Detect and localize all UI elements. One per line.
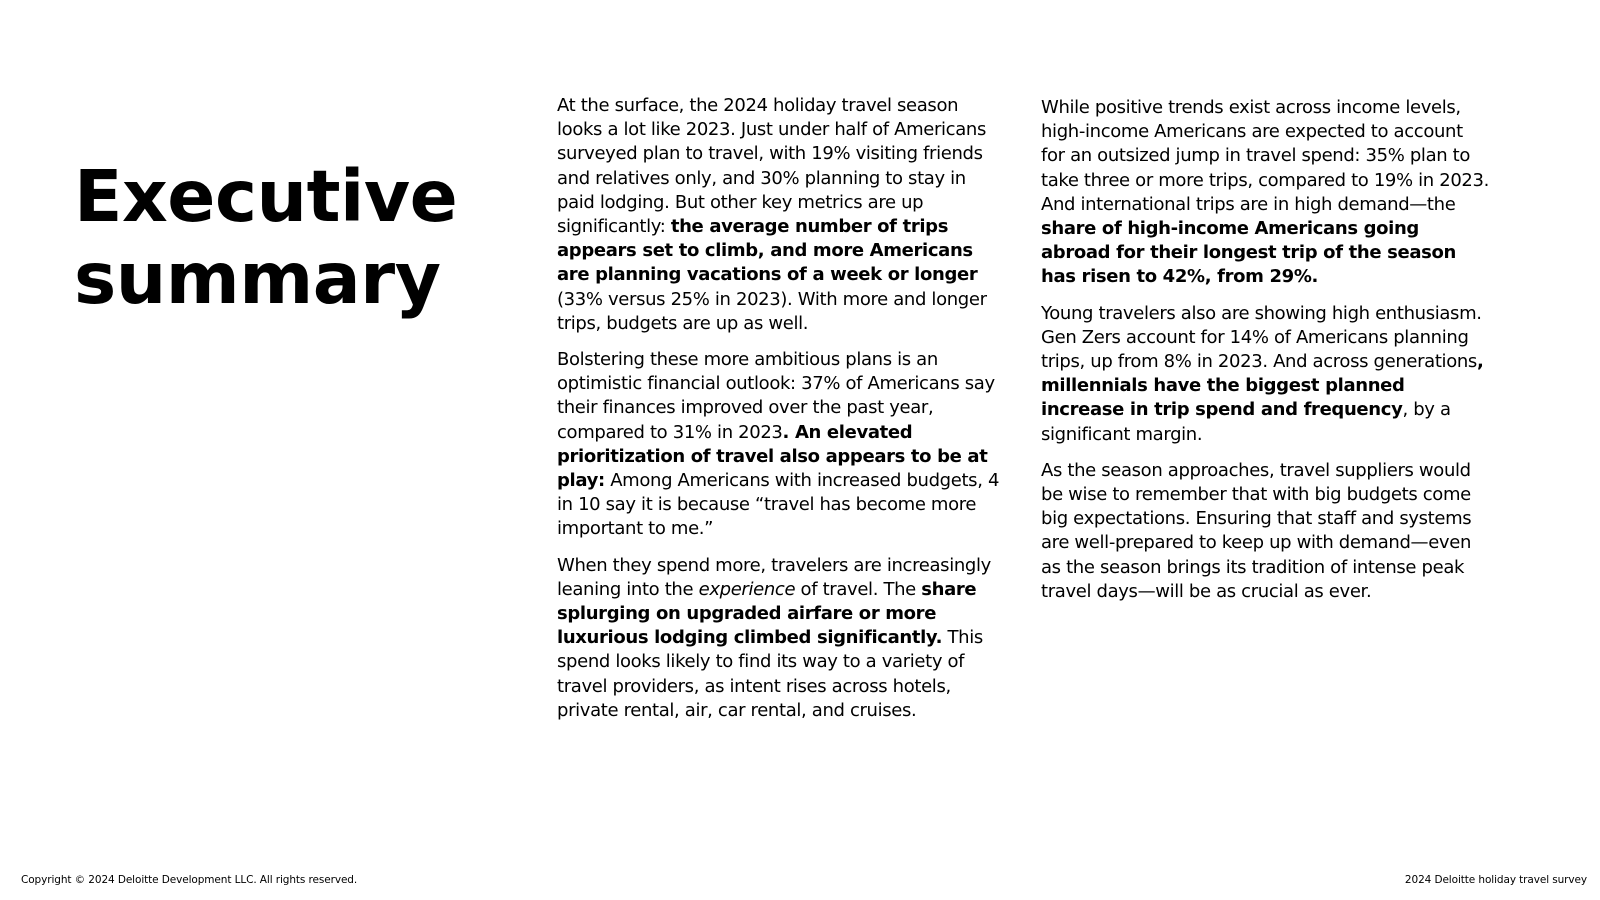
- paragraph-text: of travel. The: [795, 578, 922, 600]
- paragraph-text: This spend looks likely to find its way to a variety of travel providers, as intent rises across hotels, private rental, air, car rental, and cruises.: [557, 627, 983, 721]
- paragraph-bold-text: . An elevated prioritization of travel also appears to be at play:: [557, 421, 988, 492]
- paragraph-text: While positive trends exist across income levels, high-income Americans are expected to account for an outsized jump in travel spend: 35% plan to take three or more trips, compared to 19% in 2023. And international trips are in high demand—the: [1041, 97, 1490, 215]
- paragraph-text: At the surface, the 2024 holiday travel season looks a lot like 2023. Just under half of Americans surveyed plan to travel, with 19% visiting friends and relatives only, and 30% planning to stay in paid lodging. But other key metrics are up significantly:: [557, 95, 986, 238]
- paragraph-bold-text: the average number of trips appears set to climb, and more Americans are planning vacations of a week or longer: [557, 216, 978, 286]
- paragraph-italic-text: experience: [698, 578, 796, 600]
- footer-copyright: Copyright © 2024 Deloitte Development LLC. All rights reserved.: [21, 874, 358, 886]
- paragraph-text: (33% versus 25% in 2023). With more and longer trips, budgets are up as well.: [557, 288, 987, 334]
- page-title-line-2: summary: [74, 237, 441, 320]
- paragraph-bold-text: , millennials have the biggest planned increase in trip spend and frequency: [1041, 351, 1484, 421]
- paragraph-financial-outlook: [557, 348, 1005, 542]
- paragraph-travel-experience: [557, 554, 1005, 723]
- text-column-right: [1041, 96, 1489, 616]
- paragraph-text: Bolstering these more ambitious plans is an optimistic financial outlook: 37% of Americans say their finances improved over the past year, compared to 31% in 2023: [557, 349, 995, 443]
- paragraph-supplier-advice: [1041, 459, 1489, 604]
- footer-report-name: 2024 Deloitte holiday travel survey: [1404, 874, 1587, 886]
- paragraph-high-income-travel: [1041, 96, 1489, 290]
- paragraph-bold-text: share splurging on upgraded airfare or more luxurious lodging climbed significantly.: [557, 578, 977, 649]
- paragraph-travel-season-overview: [557, 94, 1005, 336]
- page-title-line-1: Executive: [74, 155, 458, 238]
- paragraph-text: , by a significant margin.: [1041, 399, 1451, 445]
- paragraph-text: Among Americans with increased budgets, 4 in 10 say it is because “travel has become more important to me.”: [557, 470, 1000, 540]
- paragraph-bold-text: share of high-income Americans going abroad for their longest trip of the season has risen to 42%, from 29%.: [1041, 218, 1456, 288]
- paragraph-young-travelers: [1041, 302, 1489, 447]
- page-title: [74, 156, 504, 320]
- paragraph-text: As the season approaches, travel suppliers would be wise to remember that with big budgets come big expectations. Ensuring that staff and systems are well-prepared to keep up with demand—even as the season brings its tradition of intense peak travel days—will be as crucial as ever.: [1041, 459, 1472, 602]
- paragraph-text: Young travelers also are showing high enthusiasm. Gen Zers account for 14% of Americans planning trips, up from 8% in 2023. And across generations: [1041, 302, 1482, 373]
- paragraph-text: When they spend more, travelers are increasingly leaning into the: [557, 554, 991, 600]
- text-column-left: [557, 94, 1005, 735]
